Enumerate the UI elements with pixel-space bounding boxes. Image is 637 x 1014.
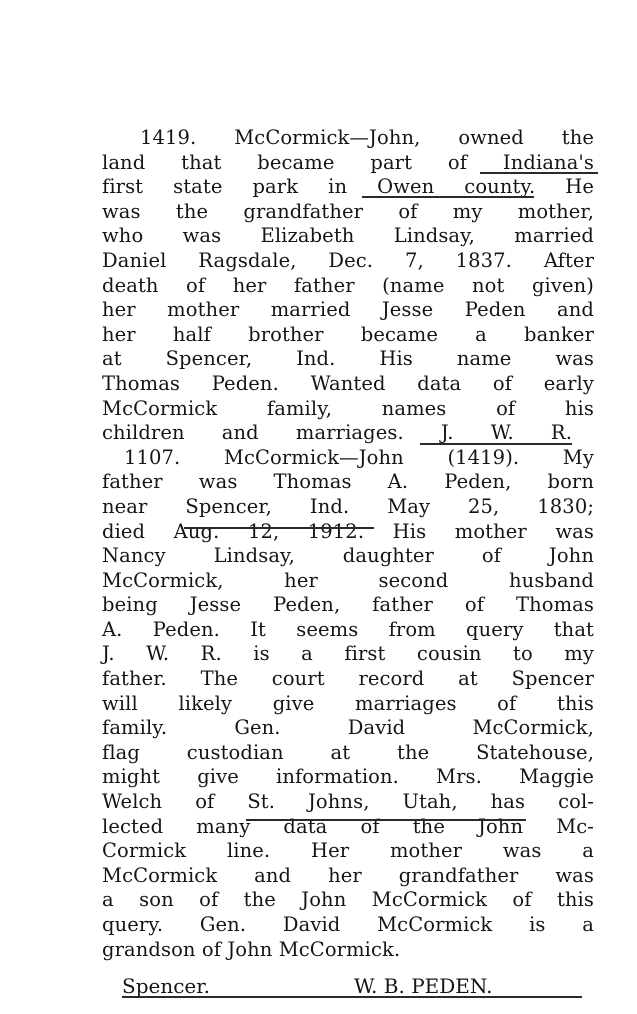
text-line: her half brother became a banker bbox=[102, 322, 594, 346]
pencil-underline bbox=[420, 443, 572, 445]
text-line: children and marriages. J. W. R. bbox=[102, 421, 572, 445]
signature-place: Spencer. bbox=[122, 974, 210, 998]
text-line: will likely give marriages of this bbox=[102, 691, 594, 715]
text-line: land that became part of Indiana's bbox=[102, 150, 594, 174]
text-line: a son of the John McCormick of this bbox=[102, 888, 594, 912]
pencil-underline bbox=[480, 172, 598, 174]
text-line: death of her father (name not given) bbox=[102, 273, 594, 297]
text-line: father was Thomas A. Peden, born bbox=[102, 470, 594, 494]
text-line: her mother married Jesse Peden and bbox=[102, 298, 594, 322]
text-line: at Spencer, Ind. His name was bbox=[102, 347, 594, 371]
text-line: lected many data of the John Mc- bbox=[102, 814, 594, 838]
pencil-underline bbox=[184, 527, 374, 529]
text-line: Daniel Ragsdale, Dec. 7, 1837. After bbox=[102, 248, 594, 272]
text-line: 1419. McCormick—John, owned the bbox=[140, 126, 594, 149]
pencil-underline bbox=[122, 996, 582, 998]
text-line: grandson of John McCormick. bbox=[102, 937, 401, 961]
text-line: Cormick line. Her mother was a bbox=[102, 839, 594, 863]
text-line: who was Elizabeth Lindsay, married bbox=[102, 224, 594, 248]
text-column bbox=[102, 126, 594, 962]
text-line: J. W. R. is a first cousin to my bbox=[102, 642, 594, 666]
pencil-underline bbox=[246, 819, 526, 821]
text-line: flag custodian at the Statehouse, bbox=[102, 740, 594, 764]
text-line: query. Gen. David McCormick is a bbox=[102, 913, 594, 936]
text-line: Welch of St. Johns, Utah, has col- bbox=[102, 790, 594, 814]
text-line: first state park in Owen county. He bbox=[102, 175, 594, 199]
signature-name: W. B. PEDEN. bbox=[354, 974, 493, 998]
text-line: died Aug. 12, 1912. His mother was bbox=[102, 519, 594, 543]
text-line: McCormick family, names of his bbox=[102, 396, 594, 420]
text-line: might give information. Mrs. Maggie bbox=[102, 765, 594, 789]
text-line: family. Gen. David McCormick, bbox=[102, 716, 594, 740]
text-line: Thomas Peden. Wanted data of early bbox=[102, 371, 594, 395]
text-line: near Spencer, Ind. May 25, 1830; bbox=[102, 494, 594, 518]
text-line: McCormick, her second husband bbox=[102, 568, 594, 592]
text-line: being Jesse Peden, father of Thomas bbox=[102, 593, 594, 617]
text-line: father. The court record at Spencer bbox=[102, 667, 594, 691]
query-1107 bbox=[102, 446, 594, 962]
text-line: A. Peden. It seems from query that bbox=[102, 617, 594, 641]
text-line: Nancy Lindsay, daughter of John bbox=[102, 544, 594, 568]
text-line: McCormick and her grandfather was bbox=[102, 863, 594, 887]
pencil-underline bbox=[362, 196, 534, 198]
text-line: was the grandfather of my mother, bbox=[102, 199, 594, 223]
text-line: 1107. McCormick—John (1419). My bbox=[124, 445, 594, 469]
